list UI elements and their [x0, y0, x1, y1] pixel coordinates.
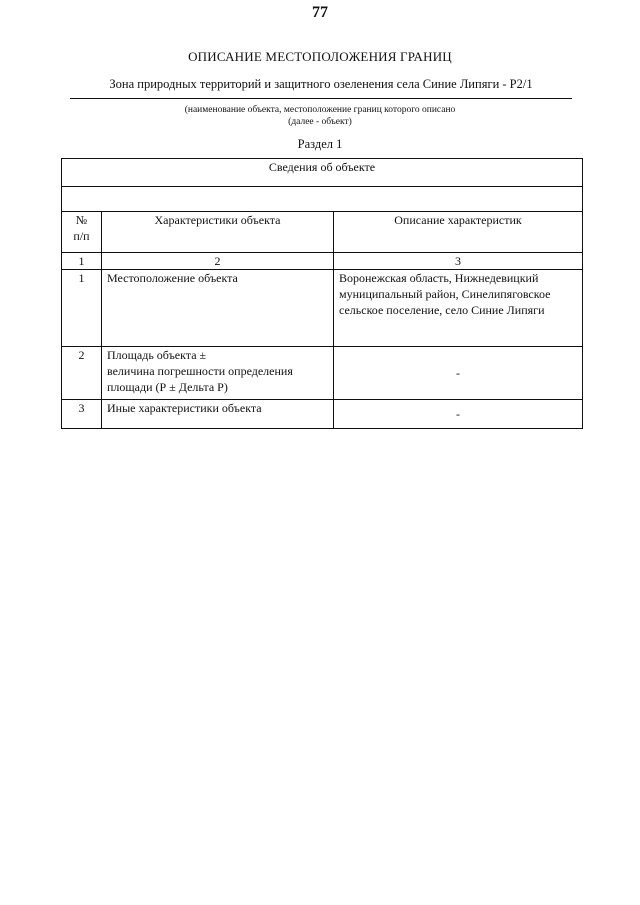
column-header-row [62, 212, 583, 253]
column-number-3: 3 [334, 253, 583, 270]
row-description: - [334, 347, 583, 400]
section-title: Раздел 1 [297, 137, 343, 151]
object-info-table [61, 158, 583, 429]
table-header-row [62, 159, 583, 187]
table-row [62, 270, 583, 347]
object-name-caption [0, 104, 640, 128]
column-number-1: 1 [62, 253, 102, 270]
row-characteristic: Иные характеристики объекта [102, 400, 334, 429]
caption-line-2: (далее - объект) [288, 117, 352, 127]
object-name: Зона природных территорий и защитного озеленения села Синие Липяги - Р2/1 [70, 77, 572, 99]
column-header-characteristic: Характеристики объекта [102, 212, 334, 253]
row-characteristic: Площадь объекта ± величина погрешности определения площади (Р ± Дельта Р) [102, 347, 334, 400]
table-header: Сведения об объекте [62, 159, 583, 187]
column-header-description: Описание характеристик [334, 212, 583, 253]
table-row [62, 400, 583, 429]
document-title: ОПИСАНИЕ МЕСТОПОЛОЖЕНИЯ ГРАНИЦ [188, 49, 452, 64]
table-row [62, 347, 583, 400]
row-description: Воронежская область, Нижнедевицкий муниципальный район, Синелипяговское сельское поселение, село Синие Липяги [334, 270, 583, 347]
row-number: 1 [62, 270, 102, 347]
table-blank-cell [62, 187, 583, 212]
caption-line-1: (наименование объекта, местоположение границ которого описано [184, 105, 456, 115]
column-number-2: 2 [102, 253, 334, 270]
column-number-row [62, 253, 583, 270]
row-characteristic: Местоположение объекта [102, 270, 334, 347]
row-description: - [334, 400, 583, 429]
column-header-number: № п/п [62, 212, 102, 253]
table-blank-row [62, 187, 583, 212]
row-number: 2 [62, 347, 102, 400]
row-number: 3 [62, 400, 102, 429]
page-number: 77 [312, 4, 328, 21]
